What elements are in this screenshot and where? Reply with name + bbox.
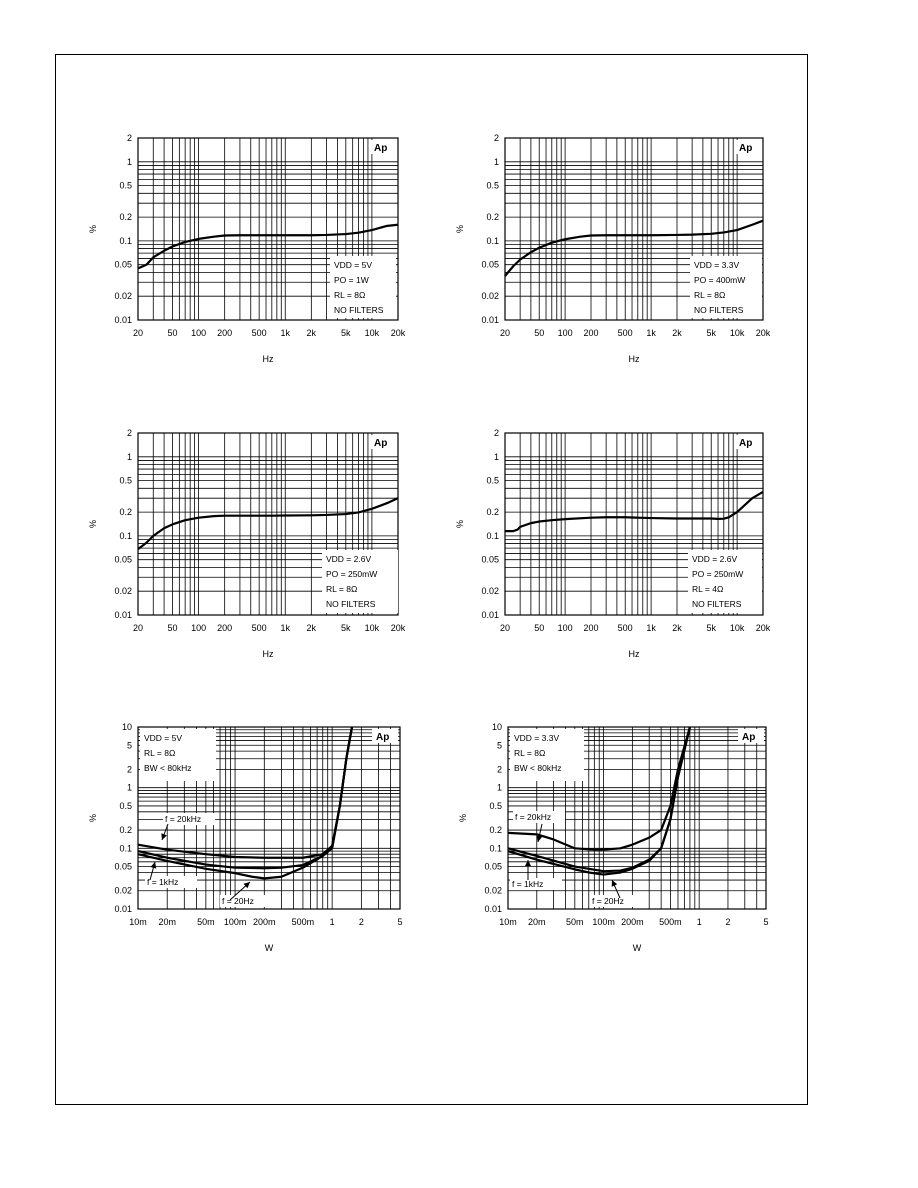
- x-axis-label: Hz: [262, 354, 274, 364]
- y-tick-label: 0.1: [119, 235, 132, 246]
- y-tick-label: 0.1: [119, 843, 132, 854]
- curve-label: f = 20kHz: [165, 814, 202, 824]
- brand-label: Ap: [742, 732, 756, 743]
- x-tick-label: 10k: [364, 328, 380, 338]
- x-tick-label: 20k: [390, 328, 406, 338]
- chart-6: [458, 722, 769, 953]
- curve-label: f = 20Hz: [592, 896, 624, 906]
- x-axis-label: Hz: [628, 649, 640, 659]
- x-tick-label: 100: [191, 623, 207, 633]
- arrow-head: [151, 862, 157, 869]
- brand-label: Ap: [374, 438, 388, 449]
- y-tick-label: 2: [126, 764, 132, 775]
- y-tick-label: 0.2: [489, 825, 502, 836]
- annotation-text: RL = 4Ω: [692, 584, 724, 594]
- x-tick-label: 500: [251, 623, 267, 633]
- y-tick-label: 1: [126, 782, 132, 793]
- annotation-text: RL = 8Ω: [514, 748, 546, 758]
- y-tick-label: 0.2: [486, 507, 499, 518]
- chart-2: [455, 133, 771, 364]
- x-axis-label: W: [264, 943, 274, 953]
- x-tick-label: 5k: [341, 328, 351, 338]
- y-tick-label: 0.02: [114, 885, 132, 896]
- annotation-text: VDD = 5V: [334, 260, 373, 270]
- y-tick-label: 0.02: [114, 291, 132, 302]
- y-axis-label: %: [88, 519, 98, 529]
- x-tick-label: 20: [499, 328, 511, 338]
- y-tick-label: 0.1: [489, 843, 502, 854]
- x-tick-label: 20k: [755, 328, 771, 338]
- brand-label: Ap: [739, 143, 753, 154]
- x-tick-label: 2: [358, 917, 364, 927]
- curve-label: f = 20Hz: [222, 896, 254, 906]
- y-axis-label: %: [458, 813, 468, 823]
- x-tick-label: 100: [557, 623, 573, 633]
- annotation-text: PO = 250mW: [326, 569, 378, 579]
- y-tick-label: 2: [126, 133, 132, 143]
- y-tick-label: 0.05: [114, 259, 132, 270]
- x-tick-label: 50: [167, 623, 178, 633]
- x-tick-label: 2k: [672, 623, 682, 633]
- x-tick-label: 50m: [566, 917, 584, 927]
- y-tick-label: 10: [121, 722, 132, 732]
- y-tick-label: 0.5: [489, 800, 502, 811]
- x-tick-label: 10m: [499, 917, 517, 927]
- y-tick-label: 0.2: [119, 212, 132, 223]
- y-tick-label: 0.02: [484, 885, 502, 896]
- x-tick-label: 5k: [706, 623, 716, 633]
- y-tick-label: 0.2: [119, 507, 132, 518]
- x-tick-label: 10k: [729, 328, 745, 338]
- x-tick-label: 500m: [659, 917, 682, 927]
- x-tick-label: 20: [132, 623, 144, 633]
- x-tick-label: 500: [617, 623, 633, 633]
- y-tick-label: 0.05: [484, 861, 502, 872]
- y-tick-label: 0.01: [114, 610, 132, 620]
- y-tick-label: 2: [493, 133, 499, 143]
- y-tick-label: 0.05: [114, 554, 132, 565]
- curve-label: f = 1kHz: [147, 877, 179, 887]
- x-tick-label: 200: [217, 328, 233, 338]
- y-tick-label: 0.05: [481, 259, 499, 270]
- y-tick-label: 1: [493, 451, 499, 462]
- arrow-head: [525, 860, 531, 866]
- series-line: [138, 498, 398, 549]
- x-axis-label: W: [632, 943, 642, 953]
- x-tick-label: 20m: [158, 917, 176, 927]
- y-tick-label: 0.01: [481, 610, 499, 620]
- x-tick-label: 2: [725, 917, 731, 927]
- x-tick-label: 5: [397, 917, 403, 927]
- y-tick-label: 0.01: [481, 315, 499, 325]
- curve-label: f = 1kHz: [512, 879, 544, 889]
- x-tick-label: 1: [329, 917, 335, 927]
- x-tick-label: 2k: [672, 328, 682, 338]
- annotation-text: BW < 80kHz: [514, 763, 562, 773]
- x-tick-label: 5k: [341, 623, 351, 633]
- x-tick-label: 200: [583, 623, 599, 633]
- x-tick-label: 100: [191, 328, 207, 338]
- y-tick-label: 0.01: [114, 315, 132, 325]
- x-tick-label: 200: [583, 328, 599, 338]
- annotation-text: VDD = 5V: [144, 733, 183, 743]
- x-tick-label: 20: [132, 328, 144, 338]
- x-tick-label: 10k: [729, 623, 745, 633]
- annotation-text: BW < 80kHz: [144, 763, 192, 773]
- brand-label: Ap: [376, 732, 390, 743]
- y-tick-label: 2: [493, 428, 499, 438]
- y-tick-label: 0.02: [114, 586, 132, 597]
- x-tick-label: 100: [557, 328, 573, 338]
- annotation-text: VDD = 2.6V: [692, 554, 738, 564]
- annotation-text: RL = 8Ω: [334, 290, 366, 300]
- curve-label: f = 20kHz: [515, 812, 552, 822]
- y-tick-label: 0.2: [486, 212, 499, 223]
- y-tick-label: 5: [496, 740, 502, 751]
- x-tick-label: 100m: [223, 917, 247, 927]
- y-tick-label: 2: [496, 764, 502, 775]
- y-axis-label: %: [88, 224, 98, 234]
- x-tick-label: 2k: [306, 328, 317, 338]
- brand-label: Ap: [374, 143, 388, 154]
- y-tick-label: 0.01: [484, 904, 502, 914]
- y-tick-label: 2: [126, 428, 132, 438]
- x-tick-label: 50: [167, 328, 178, 338]
- chart-1: [88, 133, 406, 364]
- y-tick-label: 0.1: [119, 530, 132, 541]
- annotation-text: VDD = 3.3V: [694, 260, 740, 270]
- y-tick-label: 1: [126, 451, 132, 462]
- x-tick-label: 1k: [646, 623, 656, 633]
- y-tick-label: 0.2: [119, 825, 132, 836]
- annotation-text: NO FILTERS: [334, 305, 384, 315]
- annotation-text: PO = 1W: [334, 275, 369, 285]
- annotation-text: NO FILTERS: [692, 599, 742, 609]
- x-tick-label: 1k: [280, 328, 290, 338]
- y-tick-label: 0.05: [481, 554, 499, 565]
- y-tick-label: 0.01: [114, 904, 132, 914]
- y-axis-label: %: [455, 224, 465, 234]
- chart-3: [88, 428, 406, 659]
- y-axis-label: %: [88, 813, 98, 823]
- x-tick-label: 500: [251, 328, 267, 338]
- y-tick-label: 1: [496, 782, 502, 793]
- x-tick-label: 1k: [280, 623, 290, 633]
- annotation-text: RL = 8Ω: [144, 748, 176, 758]
- annotation-text: PO = 400mW: [694, 275, 746, 285]
- y-tick-label: 1: [126, 156, 132, 167]
- x-tick-label: 5: [763, 917, 769, 927]
- y-tick-label: 10: [491, 722, 502, 732]
- x-tick-label: 1: [696, 917, 702, 927]
- x-tick-label: 200: [217, 623, 233, 633]
- x-axis-label: Hz: [262, 649, 274, 659]
- x-tick-label: 100m: [592, 917, 615, 927]
- x-tick-label: 50: [534, 328, 545, 338]
- y-tick-label: 0.5: [119, 800, 132, 811]
- x-tick-label: 50m: [197, 917, 215, 927]
- x-tick-label: 1k: [646, 328, 656, 338]
- y-tick-label: 0.1: [486, 530, 499, 541]
- y-tick-label: 0.1: [486, 235, 499, 246]
- x-tick-label: 500: [617, 328, 633, 338]
- y-tick-label: 0.02: [481, 586, 499, 597]
- chart-5: [88, 722, 403, 953]
- y-tick-label: 0.02: [481, 291, 499, 302]
- x-tick-label: 20: [499, 623, 511, 633]
- brand-label: Ap: [739, 438, 753, 449]
- x-tick-label: 50: [534, 623, 545, 633]
- y-tick-label: 1: [493, 156, 499, 167]
- annotation-text: VDD = 2.6V: [326, 554, 372, 564]
- x-tick-label: 20k: [755, 623, 771, 633]
- annotation-text: VDD = 3.3V: [514, 733, 560, 743]
- x-tick-label: 500m: [291, 917, 315, 927]
- y-tick-label: 0.5: [486, 180, 499, 191]
- x-axis-label: Hz: [628, 354, 640, 364]
- y-tick-label: 0.5: [486, 475, 499, 486]
- x-tick-label: 5k: [706, 328, 716, 338]
- annotation-text: RL = 8Ω: [694, 290, 726, 300]
- annotation-text: PO = 250mW: [692, 569, 744, 579]
- annotation-text: NO FILTERS: [326, 599, 376, 609]
- x-tick-label: 10k: [364, 623, 380, 633]
- y-tick-label: 5: [126, 740, 132, 751]
- y-tick-label: 0.5: [119, 475, 132, 486]
- y-axis-label: %: [455, 519, 465, 529]
- y-tick-label: 0.5: [119, 180, 132, 191]
- y-tick-label: 0.05: [114, 861, 132, 872]
- x-tick-label: 20k: [390, 623, 406, 633]
- chart-4: [455, 428, 771, 659]
- x-tick-label: 20m: [528, 917, 546, 927]
- x-tick-label: 10m: [129, 917, 147, 927]
- x-tick-label: 2k: [306, 623, 317, 633]
- annotation-text: NO FILTERS: [694, 305, 744, 315]
- annotation-text: RL = 8Ω: [326, 584, 358, 594]
- x-tick-label: 200m: [253, 917, 276, 927]
- x-tick-label: 200m: [621, 917, 644, 927]
